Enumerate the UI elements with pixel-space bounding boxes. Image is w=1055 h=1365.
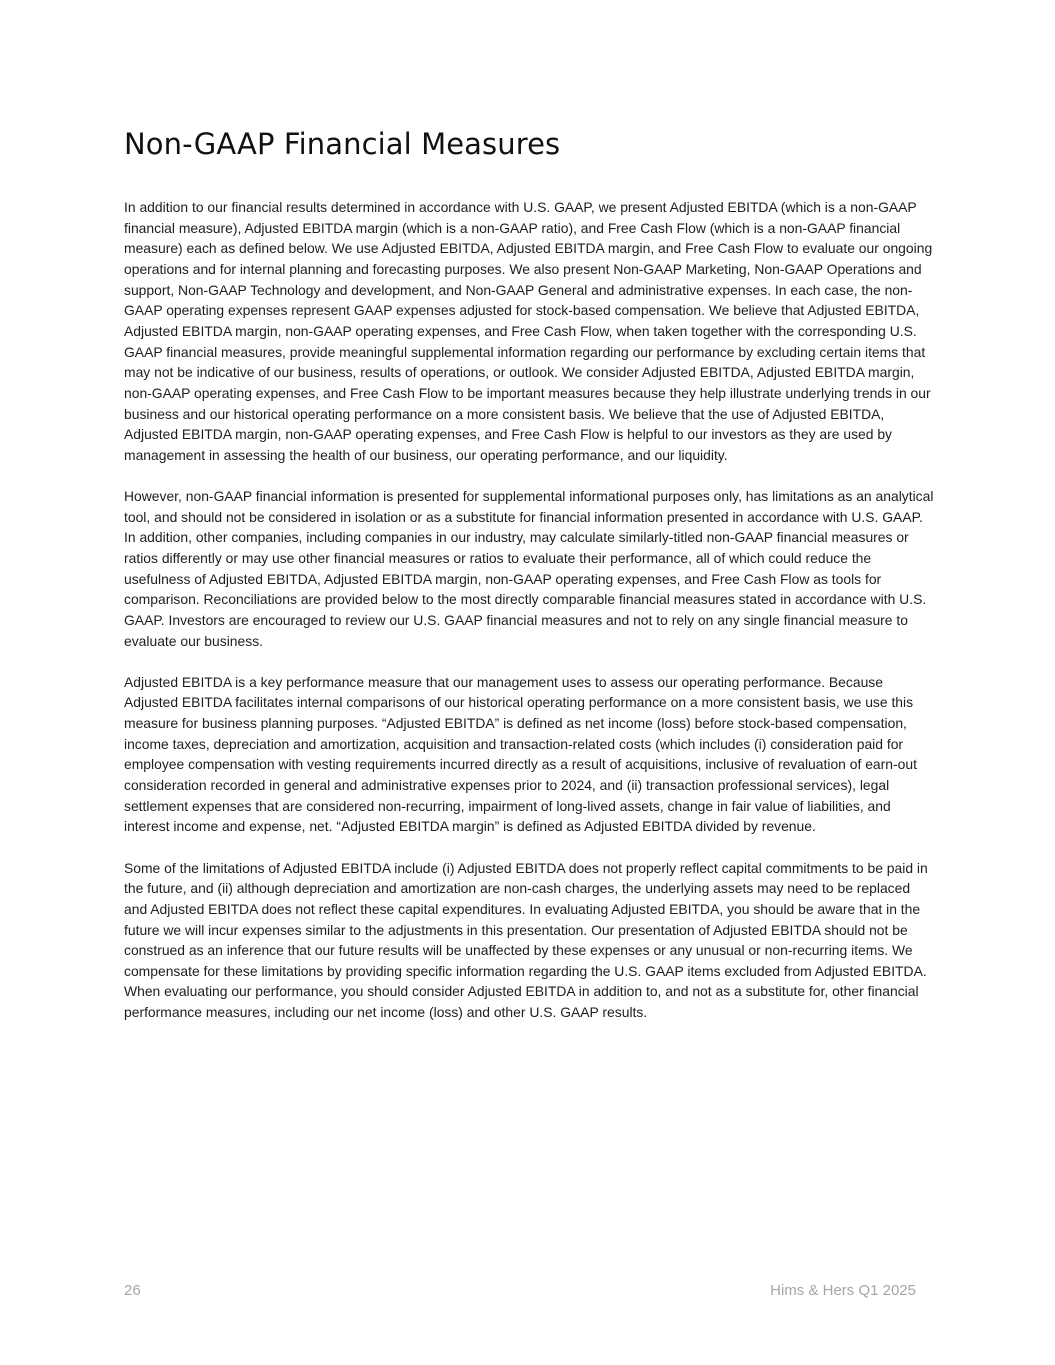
footer-brand: Hims & Hers Q1 2025 — [770, 1282, 916, 1299]
footer-page-number: 26 — [124, 1282, 141, 1299]
paragraph-adjusted-ebitda-definition: Adjusted EBITDA is a key performance measure that our management uses to assess our operating performance. Because Adjusted EBITDA facilitates internal comparisons of our historical operating performance on a more consistent basis, we use this measure for business planning purposes. “Adjusted EBITDA” is defined as net income (loss) before stock-based compensation, income taxes, depreciation and amortization, acquisition and transaction-related costs (which includes (i) consideration paid for employee compensation with vesting requirements incurred directly as a result of acquisitions, inclusive of revaluation of earn-out consideration recorded in general and administrative expenses prior to 2024, and (ii) transaction professional services), legal settlement expenses that are considered non-recurring, impairment of long-lived assets, change in fair value of liabilities, and interest income and expense, net. “Adjusted EBITDA margin” is defined as Adjusted EBITDA divided by revenue. — [124, 673, 917, 835]
page-title: Non-GAAP Financial Measures — [124, 127, 561, 161]
document-body — [124, 197, 934, 1043]
paragraph-adjusted-ebitda-limitations: Some of the limitations of Adjusted EBITDA include (i) Adjusted EBITDA does not properly reflect capital commitments to be paid in the future, and (ii) although depreciation and amortization are non-cash charges, the underlying assets may need to be replaced and Adjusted EBITDA does not reflect these capital expenditures. In evaluating Adjusted EBITDA, you should be aware that in the future we will incur expenses similar to the adjustments in this presentation. Our presentation of Adjusted EBITDA should not be construed as an inference that our future results will be unaffected by these expenses or any unusual or non-recurring items. We compensate for these limitations by providing specific information regarding the U.S. GAAP items excluded from Adjusted EBITDA. When evaluating our performance, you should consider Adjusted EBITDA in addition to, and not as a substitute for, other financial performance measures, including our net income (loss) and other U.S. GAAP results. — [124, 859, 928, 1021]
paragraph-limitations-disclaimer: However, non-GAAP financial information is presented for supplemental informational purposes only, has limitations as an analytical tool, and should not be considered in isolation or as a substitute for financial information presented in accordance with U.S. GAAP. In addition, other companies, including companies in our industry, may calculate similarly-titled non-GAAP financial measures or ratios differently or may use other financial measures or ratios to evaluate their performance, all of which could reduce the usefulness of Adjusted EBITDA, Adjusted EBITDA margin, non-GAAP operating expenses, and Free Cash Flow as tools for comparison. Reconciliations are provided below to the most directly comparable financial measures stated in accordance with U.S. GAAP. Investors are encouraged to review our U.S. GAAP financial measures and not to rely on any single financial measure to evaluate our business. — [124, 488, 934, 649]
paragraph-non-gaap-intro: In addition to our financial results determined in accordance with U.S. GAAP, we present Adjusted EBITDA (which is a non-GAAP financial measure), Adjusted EBITDA margin (which is a non-GAAP ratio), and Free Cash Flow (which is a non-GAAP financial measure) each as defined below. We use Adjusted EBITDA, Adjusted EBITDA margin, and Free Cash Flow to evaluate our ongoing operations and for internal planning and forecasting purposes. We also present Non-GAAP Marketing, Non-GAAP Operations and support, Non-GAAP Technology and development, and Non-GAAP General and administrative expenses. In each case, the non-GAAP operating expenses represent GAAP expenses adjusted for stock-based compensation. We believe that Adjusted EBITDA, Adjusted EBITDA margin, non-GAAP operating expenses, and Free Cash Flow, when taken together with the corresponding U.S. GAAP financial measures, provide meaningful supplemental information regarding our performance by excluding certain items that may not be indicative of our business, results of operations, or outlook. We consider Adjusted EBITDA, Adjusted EBITDA margin, non-GAAP operating expenses, and Free Cash Flow to be important measures because they help illustrate underlying trends in our business and our historical operating performance on a more consistent basis. We believe that the use of Adjusted EBITDA, Adjusted EBITDA margin, non-GAAP operating expenses, and Free Cash Flow is helpful to our investors as they are used by management in assessing the health of our business, our operating performance, and our liquidity. — [124, 199, 933, 463]
